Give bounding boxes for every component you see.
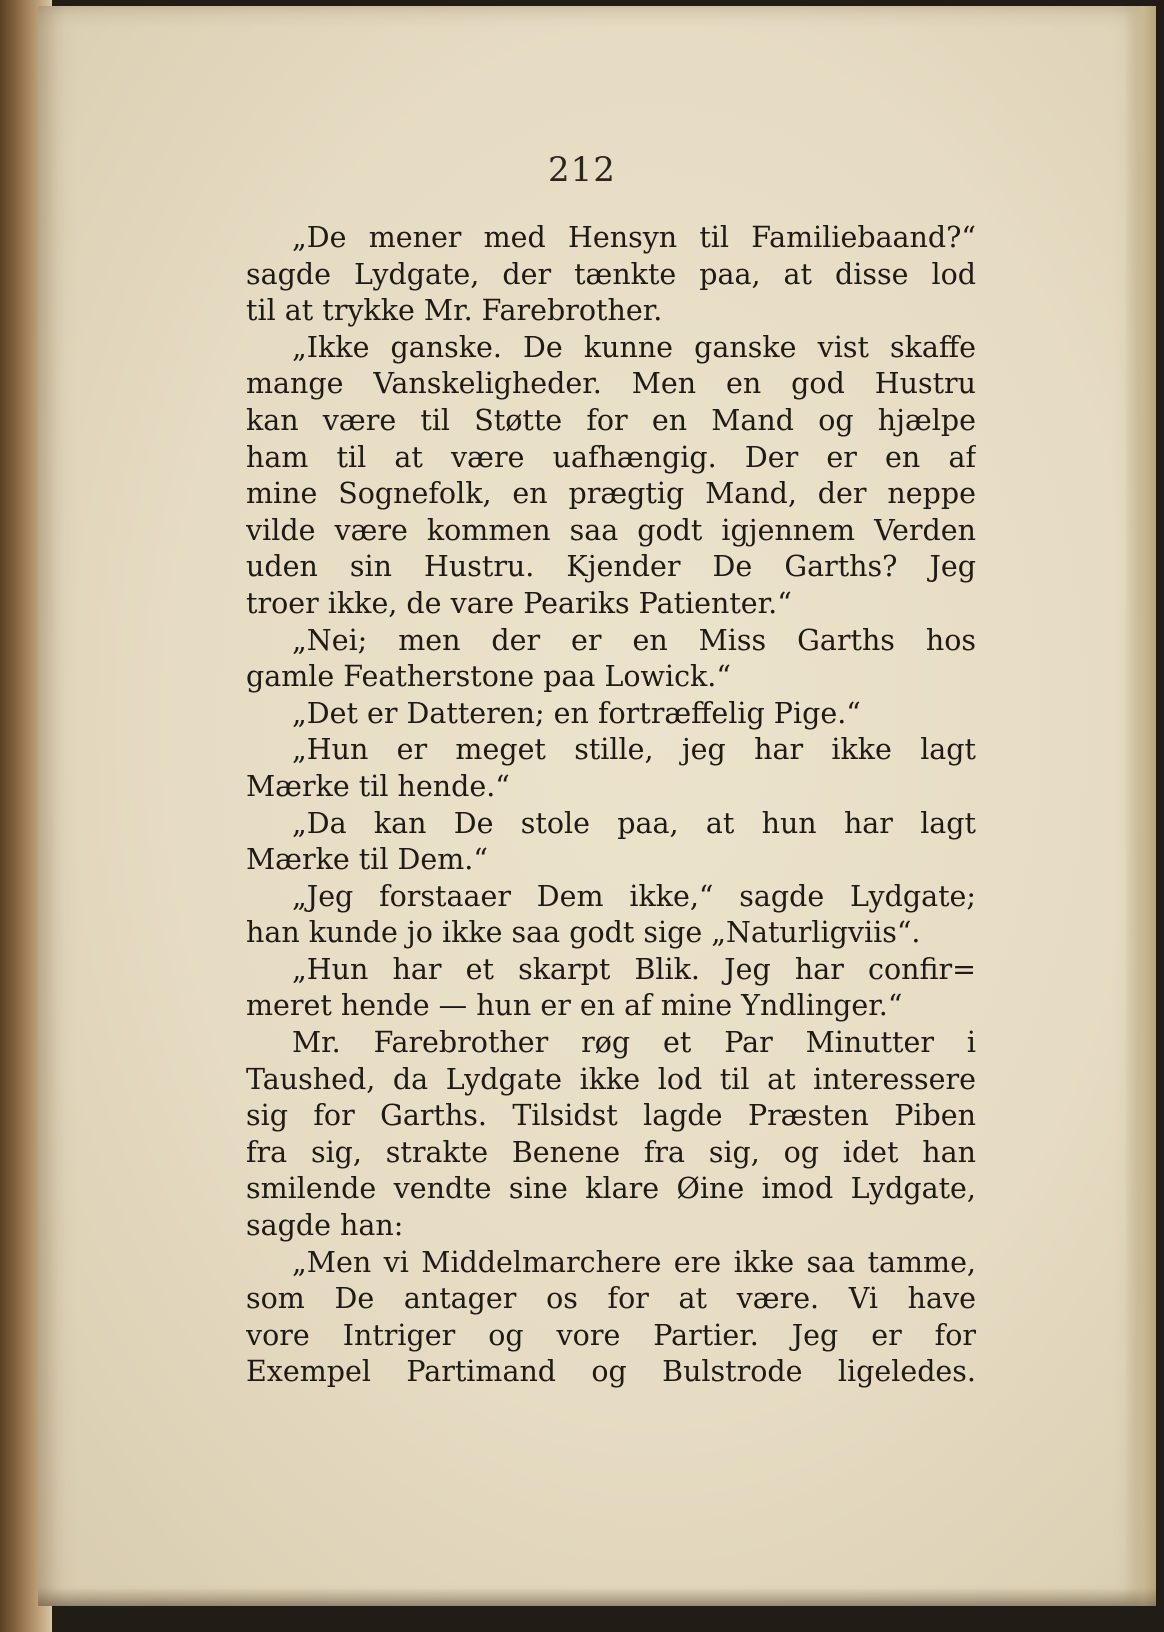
page-bottom-shadow xyxy=(38,1588,1156,1606)
text-line: fra sig, strakte Benene fra sig, og idet han xyxy=(246,1135,976,1169)
text-line: ham til at være uafhængig. Der er en af xyxy=(246,440,976,474)
text-line: han kunde jo ikke saa godt sige „Naturligviis“. xyxy=(246,916,921,950)
text-line: som De antager os for at være. Vi have xyxy=(246,1282,976,1316)
text-line: vore Intriger og vore Partier. Jeg er for xyxy=(246,1318,976,1352)
text-line: kan være til Støtte for en Mand og hjælpe xyxy=(246,403,976,437)
text-line: Taushed, da Lydgate ikke lod til at interessere xyxy=(246,1062,976,1096)
text-line: smilende vendte sine klare Øine imod Lydgate, xyxy=(246,1172,976,1206)
text-line: uden sin Hustru. Kjender De Garths? Jeg xyxy=(246,550,976,584)
text-line: gamle Featherstone paa Lowick.“ xyxy=(246,660,731,694)
text-line: „Ikke ganske. De kunne ganske vist skaffe xyxy=(292,330,976,364)
text-line: „Da kan De stole paa, at hun har lagt xyxy=(292,806,976,840)
text-line: sagde Lydgate, der tænkte paa, at disse lod xyxy=(246,257,976,291)
text-line: „Men vi Middelmarchere ere ikke saa tamme, xyxy=(292,1245,976,1279)
text-line: Mærke til Dem.“ xyxy=(246,843,488,877)
text-line: „Hun er meget stille, jeg har ikke lagt xyxy=(292,733,976,767)
text-line: „Hun har et skarpt Blik. Jeg har confir= xyxy=(292,952,976,986)
body-text xyxy=(246,220,976,1391)
text-line: „Jeg forstaaer Dem ikke,“ sagde Lydgate; xyxy=(292,879,976,913)
text-line: „Det er Datteren; en fortræffelig Pige.“ xyxy=(292,696,861,730)
text-line: „De mener med Hensyn til Familiebaand?“ xyxy=(292,221,976,254)
text-line: troer ikke, de vare Peariks Patienter.“ xyxy=(246,586,792,620)
text-line: sagde han: xyxy=(246,1209,404,1243)
text-line: „Nei; men der er en Miss Garths hos xyxy=(292,623,976,657)
text-line: Exempel Partimand og Bulstrode ligeledes. xyxy=(246,1355,976,1389)
page-number: 212 xyxy=(548,150,616,190)
text-line: sig for Garths. Tilsidst lagde Præsten Piben xyxy=(246,1099,976,1133)
text-line: vilde være kommen saa godt igjennem Verden xyxy=(246,513,976,547)
text-line: meret hende — hun er en af mine Yndlinger.“ xyxy=(246,989,903,1023)
page-edge xyxy=(1124,6,1156,1606)
text-line: Mærke til hende.“ xyxy=(246,769,510,803)
text-line: til at trykke Mr. Farebrother. xyxy=(246,294,663,328)
text-line: mange Vanskeligheder. Men en god Hustru xyxy=(246,367,976,401)
text-line: Mr. Farebrother røg et Par Minutter i xyxy=(292,1026,976,1060)
text-line: mine Sognefolk, en prægtig Mand, der neppe xyxy=(246,477,976,511)
